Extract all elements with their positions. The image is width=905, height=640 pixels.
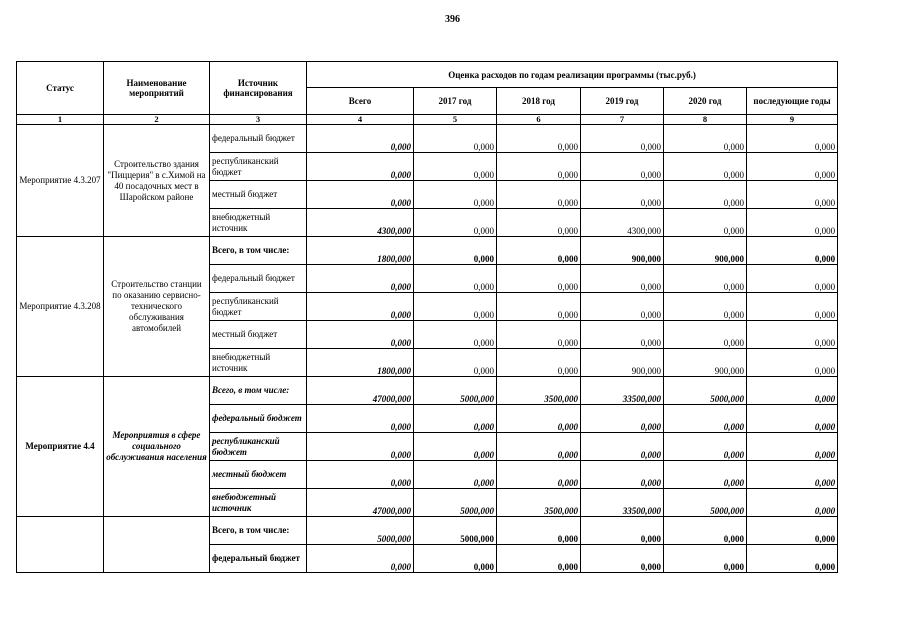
status-cell: Мероприятие 4.4 bbox=[17, 377, 104, 517]
value-cell: 0,000 bbox=[497, 461, 581, 489]
table-row bbox=[17, 237, 838, 265]
value-cell: 0,000 bbox=[414, 349, 497, 377]
column-number: 7 bbox=[581, 115, 664, 125]
event-name-cell: Мероприятия в сфере социального обслуживания населения bbox=[104, 377, 210, 517]
value-cell: 0,000 bbox=[414, 181, 497, 209]
value-cell: 0,000 bbox=[747, 461, 838, 489]
value-cell: 0,000 bbox=[747, 237, 838, 265]
value-cell: 0,000 bbox=[497, 433, 581, 461]
value-cell: 0,000 bbox=[307, 293, 414, 321]
value-cell: 0,000 bbox=[497, 321, 581, 349]
value-cell: 0,000 bbox=[664, 153, 747, 181]
value-cell: 0,000 bbox=[747, 209, 838, 237]
source-cell: республиканский бюджет bbox=[210, 433, 307, 461]
value-cell: 4300,000 bbox=[307, 209, 414, 237]
column-number: 9 bbox=[747, 115, 838, 125]
value-cell: 0,000 bbox=[581, 181, 664, 209]
status-cell bbox=[17, 517, 104, 573]
event-name-cell: Строительство станции по оказанию сервисно-технического обслуживания автомобилей bbox=[104, 237, 210, 377]
value-cell: 0,000 bbox=[497, 293, 581, 321]
value-cell: 47000,000 bbox=[307, 377, 414, 405]
value-cell: 0,000 bbox=[581, 545, 664, 573]
value-cell: 0,000 bbox=[497, 125, 581, 153]
value-cell: 0,000 bbox=[747, 153, 838, 181]
header-status: Статус bbox=[17, 62, 104, 115]
source-cell: республиканский бюджет bbox=[210, 293, 307, 321]
status-cell: Мероприятие 4.3.207 bbox=[17, 125, 104, 237]
column-number: 2 bbox=[104, 115, 210, 125]
value-cell: 0,000 bbox=[497, 181, 581, 209]
value-cell: 5000,000 bbox=[664, 489, 747, 517]
header-year: 2017 год bbox=[414, 88, 497, 115]
header-estimate: Оценка расходов по годам реализации программы (тыс.руб.) bbox=[307, 62, 838, 88]
value-cell: 900,000 bbox=[664, 349, 747, 377]
value-cell: 0,000 bbox=[747, 405, 838, 433]
table-row bbox=[17, 125, 838, 153]
column-number: 4 bbox=[307, 115, 414, 125]
value-cell: 0,000 bbox=[747, 293, 838, 321]
value-cell: 0,000 bbox=[497, 545, 581, 573]
value-cell: 0,000 bbox=[414, 433, 497, 461]
source-cell: внебюджетный источник bbox=[210, 489, 307, 517]
value-cell: 5000,000 bbox=[664, 377, 747, 405]
value-cell: 0,000 bbox=[747, 433, 838, 461]
source-cell: местный бюджет bbox=[210, 321, 307, 349]
value-cell: 0,000 bbox=[497, 517, 581, 545]
value-cell: 0,000 bbox=[747, 265, 838, 293]
source-cell: федеральный бюджет bbox=[210, 125, 307, 153]
value-cell: 0,000 bbox=[497, 265, 581, 293]
value-cell: 0,000 bbox=[414, 293, 497, 321]
value-cell: 0,000 bbox=[664, 265, 747, 293]
value-cell: 0,000 bbox=[747, 517, 838, 545]
source-cell: федеральный бюджет bbox=[210, 265, 307, 293]
column-number: 3 bbox=[210, 115, 307, 125]
value-cell: 33500,000 bbox=[581, 489, 664, 517]
value-cell: 900,000 bbox=[581, 237, 664, 265]
value-cell: 0,000 bbox=[581, 265, 664, 293]
value-cell: 4300,000 bbox=[581, 209, 664, 237]
value-cell: 0,000 bbox=[664, 461, 747, 489]
value-cell: 0,000 bbox=[747, 545, 838, 573]
value-cell: 5000,000 bbox=[414, 489, 497, 517]
value-cell: 0,000 bbox=[664, 545, 747, 573]
value-cell: 0,000 bbox=[664, 209, 747, 237]
source-cell: внебюджетный источник bbox=[210, 209, 307, 237]
header-name: Наименование мероприятий bbox=[104, 62, 210, 115]
value-cell: 0,000 bbox=[747, 349, 838, 377]
header-source: Источник финансирования bbox=[210, 62, 307, 115]
event-name-cell: Строительство здания "Пиццерия" в с.Химой на 40 посадочных мест в Шаройском районе bbox=[104, 125, 210, 237]
value-cell: 0,000 bbox=[414, 153, 497, 181]
header-year: последующие годы bbox=[747, 88, 838, 115]
value-cell: 0,000 bbox=[414, 209, 497, 237]
value-cell: 900,000 bbox=[664, 237, 747, 265]
value-cell: 0,000 bbox=[581, 433, 664, 461]
value-cell: 5000,000 bbox=[414, 517, 497, 545]
source-cell: федеральный бюджет bbox=[210, 405, 307, 433]
event-name-cell bbox=[104, 517, 210, 573]
expenditure-table bbox=[16, 61, 838, 573]
value-cell: 0,000 bbox=[581, 517, 664, 545]
source-cell: республиканский бюджет bbox=[210, 153, 307, 181]
value-cell: 0,000 bbox=[664, 433, 747, 461]
value-cell: 1800,000 bbox=[307, 349, 414, 377]
source-cell: федеральный бюджет bbox=[210, 545, 307, 573]
header-year: 2019 год bbox=[581, 88, 664, 115]
value-cell: 0,000 bbox=[581, 321, 664, 349]
value-cell: 3500,000 bbox=[497, 377, 581, 405]
header-year: Всего bbox=[307, 88, 414, 115]
value-cell: 0,000 bbox=[497, 209, 581, 237]
value-cell: 0,000 bbox=[747, 181, 838, 209]
value-cell: 0,000 bbox=[747, 489, 838, 517]
value-cell: 0,000 bbox=[414, 461, 497, 489]
value-cell: 0,000 bbox=[414, 405, 497, 433]
value-cell: 0,000 bbox=[664, 321, 747, 349]
value-cell: 0,000 bbox=[307, 125, 414, 153]
value-cell: 0,000 bbox=[307, 181, 414, 209]
page-number: 396 bbox=[445, 14, 460, 25]
value-cell: 0,000 bbox=[664, 181, 747, 209]
value-cell: 0,000 bbox=[414, 321, 497, 349]
value-cell: 1800,000 bbox=[307, 237, 414, 265]
status-cell: Мероприятие 4.3.208 bbox=[17, 237, 104, 377]
source-cell: Всего, в том числе: bbox=[210, 237, 307, 265]
table-row bbox=[17, 377, 838, 405]
source-cell: Всего, в том числе: bbox=[210, 517, 307, 545]
source-cell: местный бюджет bbox=[210, 181, 307, 209]
value-cell: 3500,000 bbox=[497, 489, 581, 517]
value-cell: 0,000 bbox=[664, 125, 747, 153]
value-cell: 0,000 bbox=[307, 433, 414, 461]
value-cell: 0,000 bbox=[581, 153, 664, 181]
value-cell: 0,000 bbox=[307, 461, 414, 489]
value-cell: 0,000 bbox=[581, 405, 664, 433]
value-cell: 0,000 bbox=[747, 377, 838, 405]
value-cell: 0,000 bbox=[581, 461, 664, 489]
value-cell: 0,000 bbox=[747, 125, 838, 153]
value-cell: 0,000 bbox=[414, 125, 497, 153]
column-number: 5 bbox=[414, 115, 497, 125]
header-year: 2020 год bbox=[664, 88, 747, 115]
value-cell: 0,000 bbox=[307, 545, 414, 573]
value-cell: 0,000 bbox=[307, 405, 414, 433]
value-cell: 0,000 bbox=[747, 321, 838, 349]
value-cell: 0,000 bbox=[581, 293, 664, 321]
source-cell: Всего, в том числе: bbox=[210, 377, 307, 405]
column-number: 6 bbox=[497, 115, 581, 125]
value-cell: 0,000 bbox=[414, 265, 497, 293]
value-cell: 0,000 bbox=[497, 349, 581, 377]
column-number: 8 bbox=[664, 115, 747, 125]
table-row bbox=[17, 517, 838, 545]
value-cell: 0,000 bbox=[497, 405, 581, 433]
value-cell: 0,000 bbox=[664, 517, 747, 545]
source-cell: внебюджетный источник bbox=[210, 349, 307, 377]
value-cell: 0,000 bbox=[307, 321, 414, 349]
header-year: 2018 год bbox=[497, 88, 581, 115]
value-cell: 900,000 bbox=[581, 349, 664, 377]
value-cell: 33500,000 bbox=[581, 377, 664, 405]
column-number: 1 bbox=[17, 115, 104, 125]
value-cell: 0,000 bbox=[497, 153, 581, 181]
value-cell: 47000,000 bbox=[307, 489, 414, 517]
value-cell: 0,000 bbox=[664, 405, 747, 433]
value-cell: 0,000 bbox=[414, 237, 497, 265]
value-cell: 5000,000 bbox=[414, 377, 497, 405]
value-cell: 0,000 bbox=[581, 125, 664, 153]
value-cell: 0,000 bbox=[664, 293, 747, 321]
value-cell: 0,000 bbox=[307, 265, 414, 293]
value-cell: 5000,000 bbox=[307, 517, 414, 545]
source-cell: местный бюджет bbox=[210, 461, 307, 489]
value-cell: 0,000 bbox=[307, 153, 414, 181]
value-cell: 0,000 bbox=[414, 545, 497, 573]
value-cell: 0,000 bbox=[497, 237, 581, 265]
